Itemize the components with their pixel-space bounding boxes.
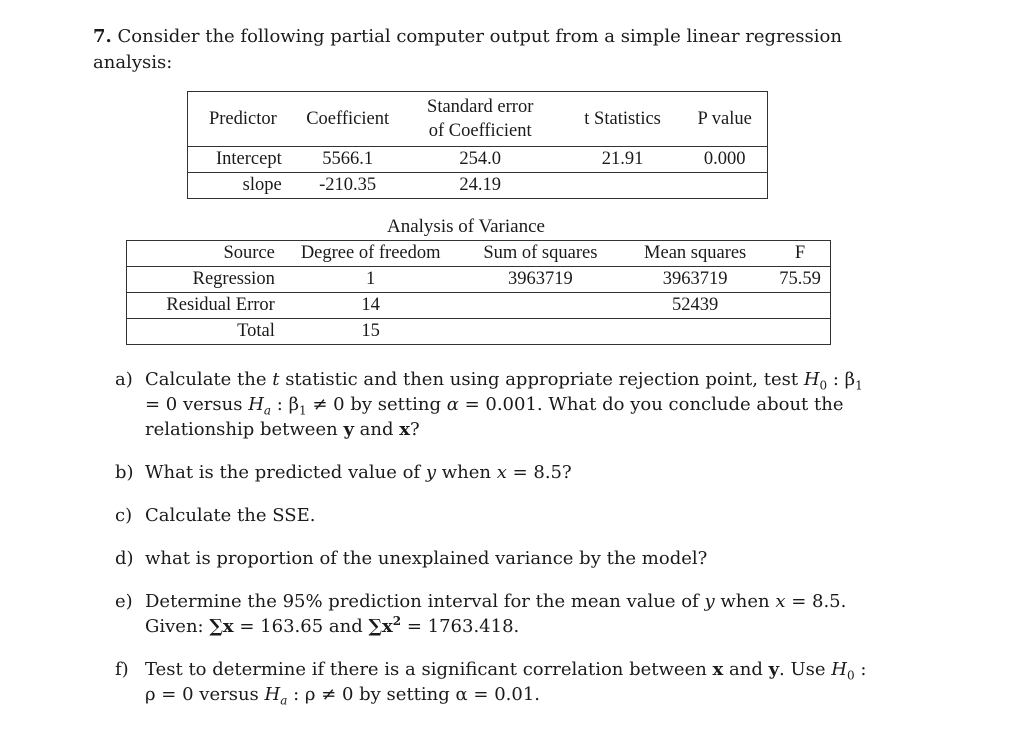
cell-ss [461,293,621,319]
question-text: What is the predicted value of y when x = 8.5? [145,462,572,483]
cell-source: Regression [127,267,281,293]
cell-ms [620,319,770,345]
cell-predictor: Intercept [188,147,298,173]
cell-df: 14 [281,293,461,319]
question-label: f) [115,659,129,680]
header-sum-of-squares: Sum of squares [461,241,621,267]
problem-intro: Consider the following partial computer output from a simple linear regression analysis: [93,26,842,73]
table-header-row [127,241,831,267]
question-a [115,367,875,442]
question-text: Calculate the SSE. [145,505,316,526]
cell-t-stat [563,173,683,199]
table-row [188,173,768,199]
question-d [115,546,875,571]
table-row [127,319,831,345]
cell-source: Residual Error [127,293,281,319]
cell-ms: 3963719 [620,267,770,293]
cell-p-value: 0.000 [682,147,767,173]
question-text: what is proportion of the unexplained variance by the model? [145,548,708,569]
cell-std-error: 24.19 [459,175,502,195]
question-label: b) [115,462,134,483]
cell-source: Total [237,321,275,341]
cell-df: 1 [281,267,461,293]
header-mean-squares: Mean squares [620,241,770,267]
anova-title: Analysis of Variance [387,216,545,237]
cell-coefficient: -210.35 [319,175,377,195]
question-text: Test to determine if there is a significant correlation between x and y. Use $H_0$ : ρ = 0 versus $H_a$ : ρ ≠ 0 by setting α = 0.01. [145,659,867,708]
table-header-row [188,92,768,147]
cell-f: 75.59 [770,267,830,293]
question-b [115,460,875,485]
header-predictor: Predictor [188,92,298,147]
cell-f [770,319,830,345]
problem-statement [93,24,868,76]
header-standard-error-line2: of Coefficient [428,121,532,141]
cell-f [770,293,830,319]
question-text: Calculate the t statistic and then using appropriate rejection point, test $H_0$ : $\beta_1 = 0$ versus $H_a$ : $\beta_1 \ne 0$ by setting α = 0.001. What do you conclude about the relationship between y and x? [145,369,863,440]
question-label: e) [115,591,133,612]
cell-df: 15 [361,321,380,341]
header-coefficient: Coefficient [298,92,398,147]
cell-ss [461,319,621,345]
question-f [115,657,875,707]
cell-predictor: slope [242,175,282,195]
question-c [115,503,875,528]
header-standard-error [398,92,563,147]
cell-ms: 52439 [620,293,770,319]
question-label: c) [115,505,133,526]
header-f: F [770,241,830,267]
cell-std-error: 254.0 [398,147,563,173]
question-label: d) [115,548,134,569]
regression-table [187,91,768,199]
table-row [127,267,831,293]
header-p-value: P value [682,92,767,147]
anova-table [126,240,831,345]
problem-number: 7. [93,26,112,47]
table-row [127,293,831,319]
question-text: Determine the 95% prediction interval for the mean value of y when x = 8.5. Given: ∑x = 163.65 and $\sum x^2 = 1763.418$. [145,591,847,637]
header-standard-error-line1: Standard error [427,97,534,117]
question-label: a) [115,369,133,390]
cell-t-stat: 21.91 [563,147,683,173]
header-t-statistics: t Statistics [563,92,683,147]
header-source: Source [127,241,281,267]
table-row [188,147,768,173]
cell-p-value [682,173,767,199]
question-e [115,589,875,639]
header-degree-of-freedom: Degree of freedom [281,241,461,267]
cell-coefficient: 5566.1 [298,147,398,173]
cell-ss: 3963719 [461,267,621,293]
